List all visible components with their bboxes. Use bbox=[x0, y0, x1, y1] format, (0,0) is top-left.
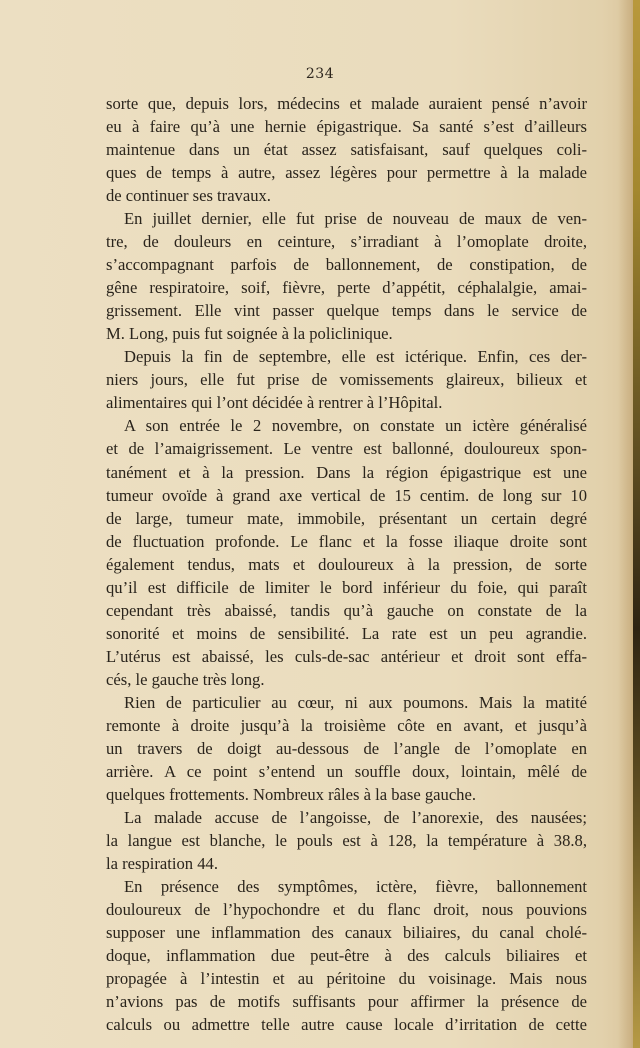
text-line: propagée à l’intestin et au péritoine du voisinage. Mais nous bbox=[106, 969, 587, 989]
text-line: remonte à droite jusqu’à la troisième côte en avant, et jusqu’à bbox=[106, 715, 587, 735]
text-line: La malade accuse de l’angoisse, de l’anorexie, des nausées; bbox=[124, 807, 587, 827]
text-line: la respiration 44. bbox=[106, 854, 218, 874]
text-line: tre, de douleurs en ceinture, s’irradiant à l’omoplate droite, bbox=[106, 232, 587, 252]
text-line: sonorité et moins de sensibilité. La rate est un peu agrandie. bbox=[106, 623, 587, 643]
text-line: cependant très abaissé, tandis qu’à gauche on constate de la bbox=[106, 600, 587, 620]
text-line: alimentaires qui l’ont décidée à rentrer à l’Hôpital. bbox=[106, 393, 443, 413]
text-line: quelques frottements. Nombreux râles à la base gauche. bbox=[106, 784, 476, 804]
page-number: 234 bbox=[305, 66, 335, 82]
text-line: douloureux de l’hypochondre et du flanc droit, nous pouvions bbox=[106, 900, 587, 920]
text-line: également tendus, mats et douloureux à la pression, de sorte bbox=[106, 554, 587, 574]
text-line: de fluctuation profonde. Le flanc et la fosse iliaque droite sont bbox=[106, 531, 587, 551]
text-line: En juillet dernier, elle fut prise de nouveau de maux de ven- bbox=[124, 209, 587, 229]
text-line: ques de temps à autre, assez légères pour permettre à la malade bbox=[106, 163, 587, 183]
text-line: doque, inflammation due peut-être à des calculs biliaires et bbox=[106, 946, 587, 966]
text-line: un travers de doigt au-dessous de l’angle de l’omoplate en bbox=[106, 738, 587, 758]
text-line: supposer une inflammation des canaux biliaires, du canal cholé- bbox=[106, 923, 587, 943]
text-line: niers jours, elle fut prise de vomissements glaireux, bilieux et bbox=[106, 370, 587, 390]
text-line: et de l’amaigrissement. Le ventre est ballonné, douloureux spon- bbox=[106, 439, 587, 459]
text-line: maintenue dans un état assez satisfaisant, sauf quelques coli- bbox=[106, 140, 587, 160]
text-line: Depuis la fin de septembre, elle est ictérique. Enfin, ces der- bbox=[124, 347, 587, 367]
text-line: A son entrée le 2 novembre, on constate un ictère généralisé bbox=[124, 416, 587, 436]
text-line: M. Long, puis fut soignée à la policlinique. bbox=[106, 324, 393, 344]
text-line: de continuer ses travaux. bbox=[106, 186, 271, 206]
text-line: tumeur ovoïde à grand axe vertical de 15 centim. de long sur 10 bbox=[106, 485, 587, 505]
text-line: L’utérus est abaissé, les culs-de-sac antérieur et droit sont effa- bbox=[106, 646, 587, 666]
text-line: qu’il est difficile de limiter le bord inférieur du foie, qui paraît bbox=[106, 577, 587, 597]
text-line: gêne respiratoire, soif, fièvre, perte d’appétit, céphalalgie, amai- bbox=[106, 278, 587, 298]
text-line: Rien de particulier au cœur, ni aux poumons. Mais la matité bbox=[124, 692, 587, 712]
text-line: n’avions pas de motifs suffisants pour affirmer la présence de bbox=[106, 992, 587, 1012]
text-line: grissement. Elle vint passer quelque temps dans le service de bbox=[106, 301, 587, 321]
text-line: s’accompagnant parfois de ballonnement, de constipation, de bbox=[106, 255, 587, 275]
text-line: arrière. A ce point s’entend un souffle doux, lointain, mêlé de bbox=[106, 761, 587, 781]
text-line: sorte que, depuis lors, médecins et malade auraient pensé n’avoir bbox=[106, 94, 587, 113]
text-line: calculs ou admettre telle autre cause locale d’irritation de cette bbox=[106, 1015, 587, 1035]
body-text bbox=[106, 92, 587, 1036]
text-line: tanément et à la pression. Dans la région épigastrique est une bbox=[106, 462, 587, 482]
text-line: eu à faire qu’à une hernie épigastrique. Sa santé s’est d’ailleurs bbox=[106, 117, 587, 137]
text-line: cés, le gauche très long. bbox=[106, 669, 265, 689]
text-line: la langue est blanche, le pouls est à 128, la température à 38.8, bbox=[106, 831, 587, 850]
book-binding-edge bbox=[633, 0, 640, 1048]
text-line: En présence des symptômes, ictère, fièvre, ballonnement bbox=[124, 877, 587, 897]
text-line: de large, tumeur mate, immobile, présentant un certain degré bbox=[106, 508, 587, 528]
